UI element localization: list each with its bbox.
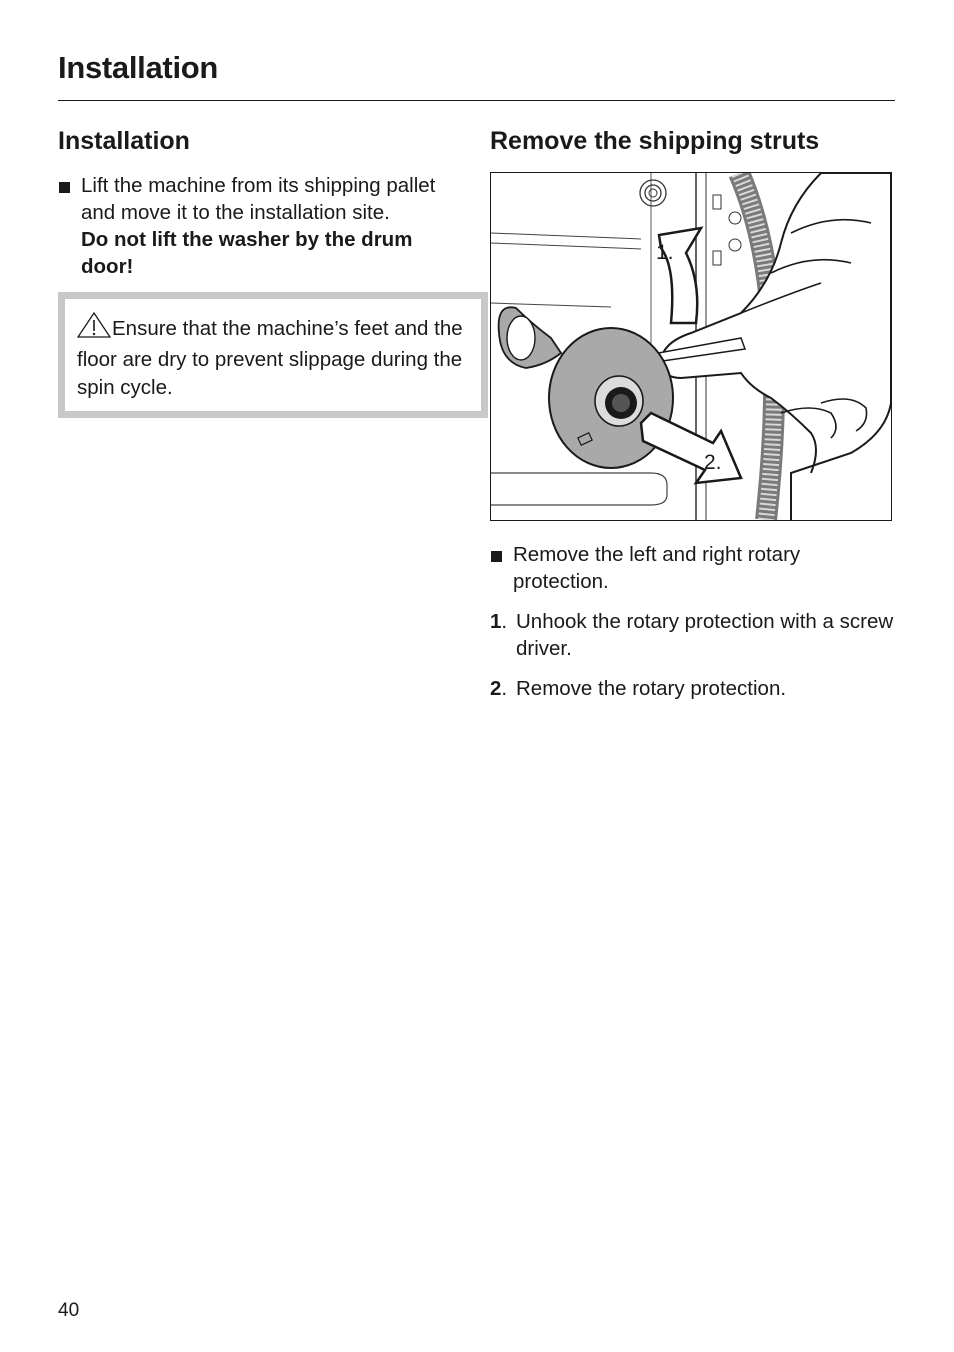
list-item (490, 541, 900, 595)
step-text: Unhook the rotary protection with a screw driver. (516, 610, 894, 660)
bullet-square-icon (59, 182, 70, 193)
illustration-drawing (491, 173, 891, 520)
page-title: Installation (58, 50, 219, 85)
step-item: 1. Unhook the rotary protection with a screw driver. (490, 610, 894, 660)
shipping-strut-illustration (490, 172, 892, 521)
page-number: 40 (58, 1300, 80, 1321)
step-text: Remove the rotary protection. (516, 677, 787, 700)
step-item: 2. Remove the rotary protection. (490, 677, 787, 700)
step-1-label: 1. (656, 241, 674, 264)
bold-warning-text: Do not lift the washer by the drum door! (81, 228, 413, 278)
step-number: 2 (490, 677, 502, 700)
left-column (58, 124, 466, 418)
step-number: 1 (490, 610, 502, 633)
bullet-text: Remove the left and right rotary protection. (513, 543, 801, 593)
bullet-square-icon (491, 551, 502, 562)
installation-heading: Installation (58, 127, 190, 155)
instruction-list (490, 541, 900, 702)
remove-shipping-struts-heading: Remove the shipping struts (490, 127, 820, 155)
warning-text: Ensure that the machine’s feet and the floor are dry to prevent slippage during the spin cycle. (77, 317, 463, 399)
step-2-label: 2. (704, 451, 722, 474)
warning-box (58, 292, 488, 418)
right-column (490, 124, 900, 715)
bullet-text: Lift the machine from its shipping pallet and move it to the installation site. (81, 174, 436, 224)
list-item (58, 172, 466, 280)
title-divider (58, 100, 895, 101)
warning-triangle-icon (77, 312, 111, 346)
